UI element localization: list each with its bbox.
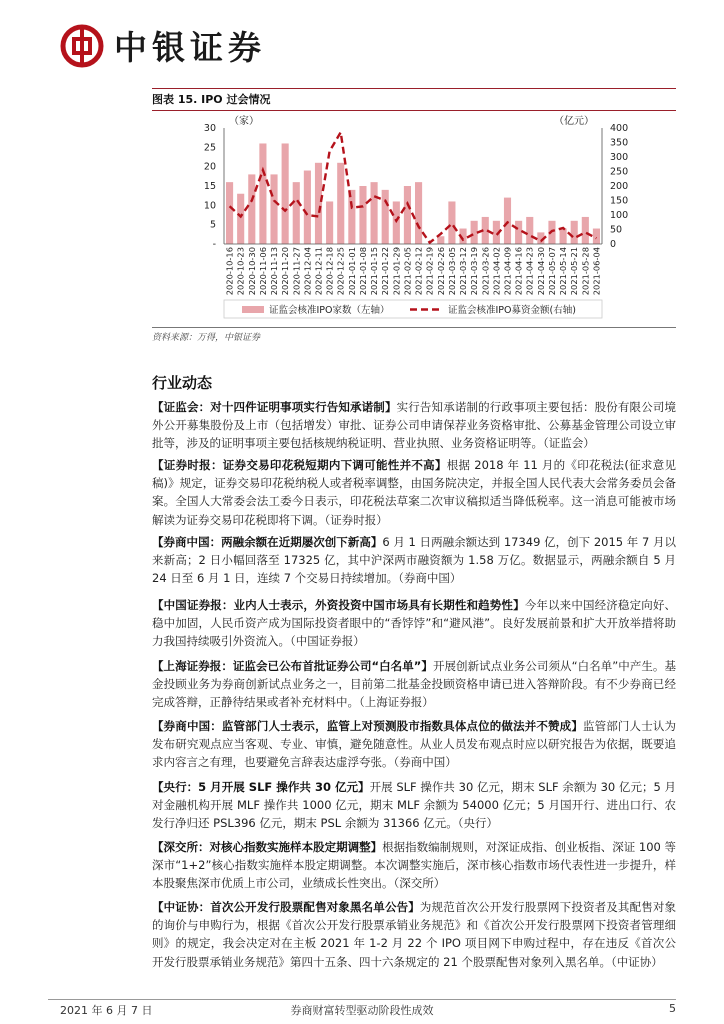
x-tick-label: 2021-05-21 bbox=[569, 247, 580, 296]
x-tick-label: 2020-12-04 bbox=[302, 247, 313, 296]
right-y-tick-label: 150 bbox=[610, 195, 629, 207]
x-tick-label: 2021-04-16 bbox=[513, 247, 524, 296]
x-tick-label: 2021-03-05 bbox=[446, 247, 457, 296]
right-axis-unit: （亿元） bbox=[554, 116, 594, 127]
x-tick-label: 2020-11-13 bbox=[269, 247, 280, 296]
news-headline: 【中证协：首次公开发行股票配售对象黑名单公告】 bbox=[152, 900, 420, 914]
x-tick-label: 2021-03-26 bbox=[480, 247, 491, 296]
x-tick-label: 2021-04-09 bbox=[502, 247, 513, 296]
x-tick-label: 2020-12-11 bbox=[313, 247, 324, 296]
news-item bbox=[152, 456, 676, 529]
x-tick-label: 2021-02-19 bbox=[424, 247, 435, 296]
x-tick-label: 2020-11-20 bbox=[280, 247, 291, 296]
x-tick-label: 2021-05-28 bbox=[580, 247, 591, 296]
news-headline: 【证券时报：证券交易印花税短期内下调可能性并不高】 bbox=[152, 458, 447, 472]
right-y-tick-label: 350 bbox=[610, 137, 629, 149]
news-headline: 【上海证券报：证监会已公布首批证券公司“白名单”】 bbox=[152, 659, 433, 673]
footer-rule bbox=[48, 999, 676, 1000]
left-y-tick-label: 5 bbox=[209, 219, 216, 231]
news-item bbox=[152, 838, 676, 893]
figure-source: 资料来源：万得，中银证券 bbox=[152, 333, 261, 343]
right-y-tick-label: 300 bbox=[610, 152, 629, 163]
x-tick-label: 2020-10-30 bbox=[246, 247, 257, 296]
x-tick-label: 2021-03-12 bbox=[458, 247, 469, 296]
bar-ipo-count bbox=[560, 229, 567, 244]
x-tick-label: 2021-02-26 bbox=[435, 247, 446, 296]
ipo-chart bbox=[152, 112, 676, 328]
x-tick-label: 2021-04-23 bbox=[524, 247, 535, 296]
bar-ipo-count bbox=[348, 190, 355, 244]
x-tick-label: 2021-01-15 bbox=[369, 247, 380, 296]
x-tick-label: 2021-06-04 bbox=[591, 247, 602, 296]
x-tick-label: 2021-01-08 bbox=[357, 247, 368, 296]
right-y-tick-label: 50 bbox=[610, 224, 623, 236]
bar-ipo-count bbox=[259, 143, 266, 244]
news-body: 根据指数编制规则，对深证成指、创业板指、深证 100 等深市“1+2”核心指数实施样本股定期调整。本次调整实施后，深市核心指数市场代表性进一步提升，样本股聚焦深市优质上市公司，业绩成长性突出。（深交所） bbox=[152, 840, 676, 891]
news-headline: 【券商中国：两融余额在近期屡次创下新高】 bbox=[152, 535, 383, 549]
left-y-tick-label: 25 bbox=[203, 142, 216, 154]
bar-ipo-count bbox=[270, 174, 277, 244]
x-tick-label: 2020-10-16 bbox=[224, 247, 235, 296]
news-headline: 【券商中国：监管部门人士表示，监管上对预测股市指数具体点位的做法并不赞成】 bbox=[152, 719, 583, 733]
news-item bbox=[152, 657, 676, 712]
x-tick-label: 2021-04-30 bbox=[535, 247, 546, 296]
ipo-chart-svg bbox=[152, 112, 676, 328]
right-y-tick-label: 100 bbox=[610, 210, 629, 221]
left-y-tick-label: 15 bbox=[203, 181, 216, 192]
left-y-tick-label: - bbox=[212, 239, 216, 250]
bar-ipo-count bbox=[382, 190, 389, 244]
news-body: 实行告知承诺制的行政事项主要包括：股份有限公司境外公开募集股份及上市（包括增发）审批、证券公司申请保荐业务资格审批、公募基金管理公司设立审批等，涉及的证明事项主要包括核规纳税证明、营业执照、业务资格证明等。（证监会） bbox=[152, 400, 677, 451]
bar-ipo-count bbox=[304, 171, 311, 244]
x-tick-label: 2021-02-05 bbox=[402, 246, 413, 296]
x-tick-label: 2020-10-23 bbox=[235, 247, 246, 296]
bar-ipo-count bbox=[326, 201, 333, 244]
bar-ipo-count bbox=[504, 198, 511, 244]
boc-coin-logo-icon bbox=[60, 24, 104, 68]
x-tick-label: 2021-03-19 bbox=[469, 247, 480, 296]
bar-ipo-count bbox=[571, 221, 578, 244]
header-rule bbox=[152, 88, 676, 89]
news-headline: 【深交所：对核心指数实施样本股定期调整】 bbox=[152, 840, 383, 854]
right-y-tick-label: 0 bbox=[610, 239, 617, 250]
news-item bbox=[152, 898, 676, 971]
news-headline: 【中国证券报：业内人士表示，外资投资中国市场具有长期性和趋势性】 bbox=[152, 598, 525, 612]
x-tick-label: 2021-01-29 bbox=[391, 247, 402, 296]
x-tick-label: 2021-04-02 bbox=[491, 247, 502, 296]
news-body: 为规范首次公开发行股票网下投资者及其配售对象的询价与申购行为，根据《首次公开发行股票承销业务规范》和《首次公开发行股票网下投资者管理细则》的规定，我会决定对在主板 2021 年 1-2 月 22 个 IPO 项目网下申购过程中，存在违反《首次公开发行股票承销业务规范》第四十五条、四十六条规定的 21 个股票配售对象列入黑名单。（中证协） bbox=[152, 900, 677, 969]
left-y-tick-label: 20 bbox=[203, 161, 216, 173]
bar-ipo-count bbox=[593, 229, 600, 244]
news-body: 今年以来中国经济稳定向好、稳中加固，人民币资产成为国际投资者眼中的“香饽饽”和“避风港”。良好发展前景和扩大开放举措将助力我国持续吸引外资流入。（中国证券报） bbox=[152, 598, 677, 649]
left-y-tick-label: 30 bbox=[203, 123, 216, 134]
x-tick-label: 2020-12-18 bbox=[324, 247, 335, 296]
x-tick-label: 2020-11-06 bbox=[257, 247, 268, 296]
bar-ipo-count bbox=[359, 186, 366, 244]
news-item bbox=[152, 533, 676, 588]
x-tick-label: 2020-11-27 bbox=[291, 247, 302, 296]
bar-ipo-count bbox=[237, 194, 244, 244]
figure-title-rule bbox=[152, 110, 676, 111]
news-item bbox=[152, 778, 676, 833]
figure-title: 图表 15. IPO 过会情况 bbox=[152, 93, 271, 106]
bar-ipo-count bbox=[315, 163, 322, 244]
x-tick-label: 2020-12-25 bbox=[335, 247, 346, 296]
source-rule bbox=[152, 327, 676, 328]
right-y-tick-label: 200 bbox=[610, 181, 629, 192]
legend-label-line: 证监会核准IPO募资金额(右轴) bbox=[448, 305, 576, 316]
bar-ipo-count bbox=[582, 217, 589, 244]
news-item bbox=[152, 596, 676, 651]
bar-ipo-count bbox=[293, 182, 300, 244]
x-tick-label: 2021-05-07 bbox=[546, 247, 557, 296]
news-item bbox=[152, 398, 676, 453]
section-title: 行业动态 bbox=[152, 374, 213, 392]
x-tick-label: 2021-05-14 bbox=[558, 247, 569, 296]
bar-ipo-count bbox=[337, 163, 344, 244]
x-tick-label: 2021-01-01 bbox=[346, 247, 357, 296]
left-y-tick-label: 10 bbox=[203, 200, 216, 212]
x-tick-label: 2021-01-22 bbox=[380, 246, 391, 296]
bar-ipo-count bbox=[226, 182, 233, 244]
news-item bbox=[152, 717, 676, 772]
news-body: 根据 2018 年 11 月的《印花税法(征求意见稿)》规定，证券交易印花税纳税人或者税率调整，由国务院决定，并报全国人民代表大会常务委员会备案。全国人大常委会法工委今日表示，印花税法草案二次审议稿拟适当降低税率。这一消息可能被市场解读为证券交易印花税即将下调。（证券时报） bbox=[152, 458, 676, 527]
news-body: 6 月 1 日两融余额达到 17349 亿，创下 2015 年 7 月以来新高；2 日小幅回落至 17325 亿，其中沪深两市融资额为 1.58 万亿。数据显示，两融余额自 5 月 24 日至 6 月 1 日，连续 7 个交易日持续增加。（券商中国） bbox=[152, 535, 676, 586]
right-y-tick-label: 400 bbox=[610, 123, 629, 134]
footer-page-number: 5 bbox=[669, 1002, 676, 1015]
bar-ipo-count bbox=[515, 221, 522, 244]
brand-logo bbox=[60, 22, 266, 69]
bar-ipo-count bbox=[404, 186, 411, 244]
bar-ipo-count bbox=[415, 182, 422, 244]
news-headline: 【证监会：对十四件证明事项实行告知承诺制】 bbox=[152, 400, 397, 414]
footer-title: 券商财富转型驱动阶段性成效 bbox=[290, 1004, 434, 1017]
bar-ipo-count bbox=[371, 182, 378, 244]
bar-ipo-count bbox=[248, 174, 255, 244]
bar-ipo-count bbox=[282, 143, 289, 244]
footer-date: 2021 年 6 月 7 日 bbox=[60, 1004, 153, 1017]
bar-ipo-count bbox=[471, 221, 478, 244]
news-body: 监管部门人士认为发布研究观点应当客观、专业、审慎，避免随意性。从业人员发布观点时应以研究报告为依据，既要追求内容言之有理，也要避免言辞表达虚浮夸张。（券商中国） bbox=[152, 719, 677, 770]
left-axis-unit: （家） bbox=[229, 116, 259, 127]
news-headline: 【央行：5 月开展 SLF 操作共 30 亿元】 bbox=[152, 780, 370, 794]
brand-name: 中银证券 bbox=[114, 28, 266, 67]
bar-ipo-count bbox=[437, 236, 444, 244]
legend-label-bar: 证监会核准IPO家数（左轴） bbox=[269, 305, 390, 316]
bar-ipo-count bbox=[448, 201, 455, 244]
bar-ipo-count bbox=[526, 217, 533, 244]
x-tick-label: 2021-02-12 bbox=[413, 247, 424, 296]
news-body: 开展创新试点业务公司须从“白名单”中产生。基金投顾业务为券商创新试点业务之一，目前第二批基金投顾资格申请已进入答辩阶段。有不少券商已经完成答辩，正静待结果或者补充材料中。（上海证券报） bbox=[152, 659, 676, 710]
right-y-tick-label: 250 bbox=[610, 166, 629, 178]
legend-swatch-bar bbox=[242, 306, 264, 313]
news-body: 开展 SLF 操作共 30 亿元，期末 SLF 余额为 30 亿元；5 月对金融机构开展 MLF 操作共 1000 亿元，期末 MLF 余额为 54000 亿元；5 月国开行、进出口行、农发行净归还 PSL396 亿元，期末 PSL 余额为 31366 亿元。（央行） bbox=[152, 780, 676, 831]
